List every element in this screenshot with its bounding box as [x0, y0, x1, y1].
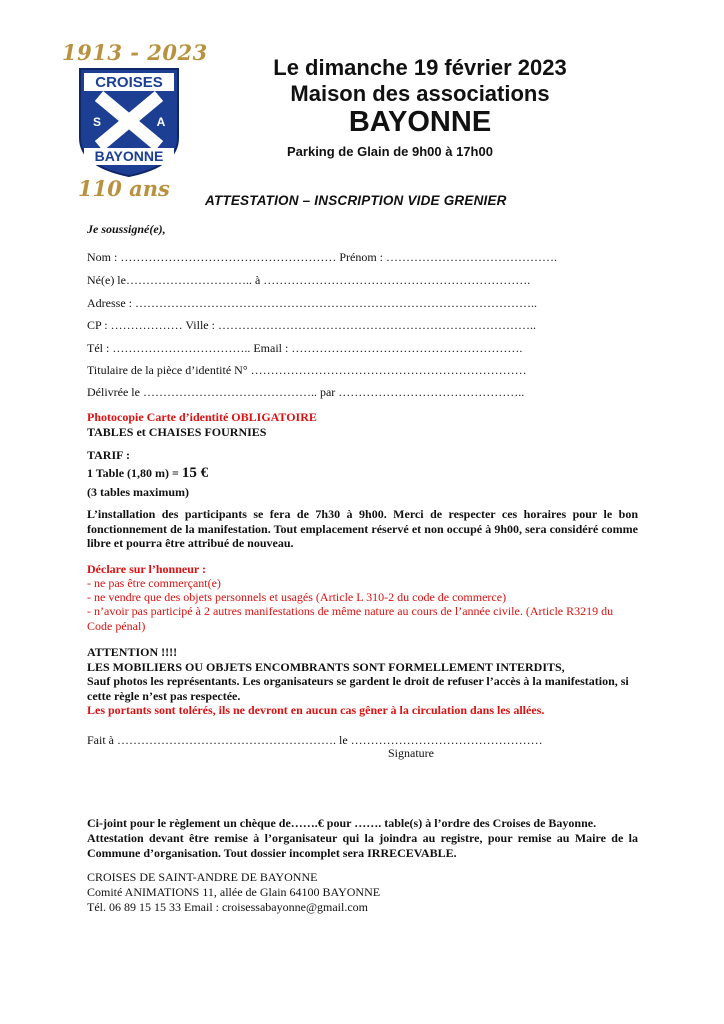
- org-address: Comité ANIMATIONS 11, allée de Glain 64100 BAYONNE: [87, 885, 381, 899]
- attention-line-2: Sauf photos les représentants. Les organisateurs se gardent le droit de refuser l’accès à la manifestation, si cette règle n’est pas respectée.: [87, 674, 629, 703]
- tarif-max: (3 tables maximum): [87, 485, 189, 499]
- tel-email-field: Tél : …………………………….. Email : ………………………………………………….: [87, 341, 523, 355]
- attention-line-1: LES MOBILIERS OU OBJETS ENCOMBRANTS SONT FORMELLEMENT INTERDITS,: [87, 660, 565, 674]
- event-place: Maison des associations: [290, 81, 550, 106]
- tarif-prefix: 1 Table (1,80 m) =: [87, 466, 182, 480]
- attention-line-3: Les portants sont tolérés, ils ne devront en aucun cas gêner à la circulation dans les allées.: [87, 703, 545, 717]
- signature-label: Signature: [388, 746, 434, 760]
- logo-years: 1913 - 2023: [62, 40, 208, 65]
- delivree-field: Délivrée le …………………………………….. par ………………………………………..: [87, 385, 525, 399]
- logo-top-text: CROISES: [95, 74, 163, 91]
- fait-a-field: Fait à ………………………………………………. le …………………………………………: [87, 733, 543, 747]
- tarif-title: TARIF :: [87, 448, 130, 462]
- adresse-field: Adresse : ………………………………………………………………………………………..: [87, 296, 537, 310]
- parking-info: Parking de Glain de 9h00 à 17h00: [287, 144, 493, 159]
- honneur-item-3: - n’avoir pas participé à 2 autres manifestations de même nature au cours de l’année civile. (Article R3219 du Code pénal): [87, 604, 614, 633]
- attestation-paragraph: Attestation devant être remise à l’organisateur qui la joindra au registre, pour remise au Maire de la Commune d’organisation. Tout dossier incomplet sera IRRECEVABLE.: [87, 831, 638, 860]
- tarif-line: [87, 465, 208, 482]
- piece-identite-field: Titulaire de la pièce d’identité N° ……………………………………………………………: [87, 363, 527, 377]
- cp-ville-field: CP : ……………… Ville : ……………………………………………………………………..: [87, 318, 536, 332]
- nom-prenom-field: Nom : ……………………………………………… Prénom : …………………………………….: [87, 250, 557, 264]
- installation-paragraph: L’installation des participants se fera de 7h30 à 9h00. Merci de respecter ces horaires pour le bon fonctionnement de la manifestation. Tout emplacement réservé et non occupé à 9h00, sera considéré comme libre et pourra être attribué de nouveau.: [87, 507, 638, 550]
- logo-letter-s: S: [92, 115, 102, 129]
- logo-letter-a: A: [156, 115, 166, 129]
- naissance-field: Né(e) le………………………….. à ………………………………………………………….: [87, 273, 531, 287]
- honneur-item-2: - ne vendre que des objets personnels et usagés (Article L 310-2 du code de commerce): [87, 590, 507, 604]
- attention-title: ATTENTION !!!!: [87, 645, 178, 659]
- logo-anniversary: 110 ans: [78, 176, 170, 201]
- org-contact: Tél. 06 89 15 15 33 Email : croisessabayonne@gmail.com: [87, 900, 368, 914]
- logo-bottom-text: BAYONNE: [94, 148, 164, 164]
- org-name: CROISES DE SAINT-ANDRE DE BAYONNE: [87, 870, 318, 884]
- croises-shield-logo: [77, 66, 181, 178]
- form-intro: Je soussigné(e),: [87, 222, 166, 236]
- document-subject: ATTESTATION – INSCRIPTION VIDE GRENIER: [205, 193, 507, 208]
- event-city: BAYONNE: [348, 106, 492, 138]
- honneur-item-1: - ne pas être commerçant(e): [87, 576, 221, 590]
- tables-notice: TABLES et CHAISES FOURNIES: [87, 425, 267, 439]
- cheque-line: Ci-joint pour le règlement un chèque de…….€ pour ……. table(s) à l’ordre des Croises de Bayonne.: [87, 816, 597, 830]
- tarif-price: 15 €: [181, 465, 209, 481]
- photocopie-notice: Photocopie Carte d’identité OBLIGATOIRE: [87, 410, 317, 424]
- honneur-title: Déclare sur l’honneur :: [87, 562, 206, 576]
- event-date: Le dimanche 19 février 2023: [273, 55, 567, 80]
